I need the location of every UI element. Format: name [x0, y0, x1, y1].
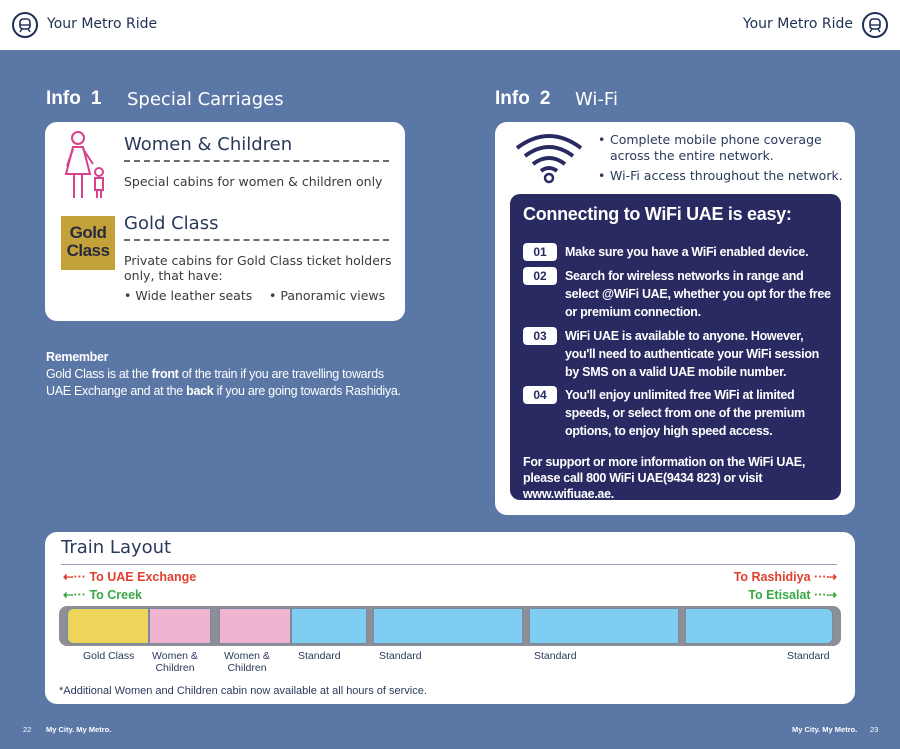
train-layout-card	[45, 532, 855, 704]
women-children-icon	[63, 130, 111, 200]
standard-car	[291, 608, 367, 644]
remember-text: Gold Class is at the	[46, 367, 152, 381]
gold-feature-text: Panoramic views	[280, 288, 386, 303]
tagline: My City. My Metro.	[46, 725, 112, 734]
remember-text: of the train if you are travelling towards	[178, 367, 384, 381]
train-layout-title: Train Layout	[61, 537, 172, 558]
step-number: 02	[523, 267, 557, 285]
info-number: 2	[539, 88, 551, 109]
brand-text: Your Metro Ride	[47, 16, 158, 32]
footnote: *Additional Women and Children cabin now available at all hours of service.	[59, 685, 427, 697]
page-number: 23	[870, 725, 879, 734]
section-title: Wi-Fi	[575, 89, 618, 110]
women-children-desc: Special cabins for women & children only	[124, 174, 383, 189]
gold-class-car	[67, 608, 149, 644]
list-item: • Wi-Fi access throughout the network.	[598, 168, 848, 184]
gold-feature: • Wide leather seats	[124, 288, 253, 303]
direction-text: To UAE Exchange	[89, 570, 197, 584]
remember-text: UAE Exchange and at the	[46, 384, 187, 398]
gold-class-title: Gold Class	[124, 213, 219, 234]
step-text: Make sure you have a WiFi enabled device.	[565, 245, 809, 259]
standard-car	[529, 608, 679, 644]
divider	[124, 239, 389, 241]
step-text: Search for wireless networks in range and select @WiFi UAE, whether you opt for the free or premium connection.	[565, 269, 831, 319]
wifi-icon	[513, 130, 585, 184]
info-label: Info	[495, 88, 530, 109]
car-label: Women & Children	[152, 650, 198, 674]
info2-heading	[495, 88, 618, 110]
tagline: My City. My Metro.	[792, 725, 858, 734]
direction-right-red: To Rashidiya ···⇢	[733, 570, 837, 584]
direction-left-green: ⇠··· To Creek	[63, 588, 143, 602]
page-header	[0, 0, 900, 50]
support-text: For support or more information on the WiFi UAE, please call 800 WiFi UAE(9434 823) or visit www.wifiuae.ae.	[523, 455, 806, 501]
car-label: Women & Children	[224, 650, 270, 674]
women-children-car	[149, 608, 211, 644]
direction-text: To Etisalat	[748, 588, 811, 602]
section-title: Special Carriages	[127, 89, 284, 110]
divider	[61, 564, 837, 565]
divider	[124, 160, 389, 162]
info-label: Info	[46, 88, 81, 109]
metro-logo-icon	[12, 12, 38, 38]
panel-title: Connecting to WiFi UAE is easy:	[523, 204, 792, 224]
step-number: 01	[523, 243, 557, 261]
info1-heading	[46, 88, 284, 110]
info-number: 1	[90, 88, 102, 109]
remember-emphasis: back	[186, 384, 214, 398]
direction-right-green: To Etisalat ···⇢	[748, 588, 837, 602]
metro-logo-icon	[862, 12, 888, 38]
remember-emphasis: front	[151, 367, 179, 381]
direction-text: To Rashidiya	[733, 570, 811, 584]
train-diagram	[59, 606, 841, 646]
special-carriages-card	[45, 122, 405, 321]
women-children-car	[219, 608, 291, 644]
car-label: Standard	[534, 650, 577, 662]
women-children-title: Women & Children	[124, 134, 293, 155]
step-number: 04	[523, 386, 557, 404]
car-label: Standard	[298, 650, 341, 662]
car-label: Gold Class	[83, 650, 135, 662]
page-number: 22	[23, 725, 32, 734]
direction-text: To Creek	[89, 588, 143, 602]
standard-car	[685, 608, 833, 644]
gold-class-desc: Private cabins for Gold Class ticket holders only, that have:	[124, 253, 392, 283]
car-label: Standard	[379, 650, 422, 662]
gold-class-logo: Gold Class	[61, 216, 115, 270]
remember-text: if you are going towards Rashidiya.	[213, 384, 401, 398]
gold-feature-text: Wide leather seats	[135, 288, 253, 303]
remember-heading: Remember	[46, 350, 109, 364]
standard-car	[373, 608, 523, 644]
step-text: You'll enjoy unlimited free WiFi at limited speeds, or select from one of the premium options, to enjoy high speed access.	[565, 388, 805, 438]
brand-text: Your Metro Ride	[742, 16, 853, 32]
step-text: WiFi UAE is available to anyone. However, you'll need to authenticate your WiFi session by SMS on a valid UAE mobile number.	[565, 329, 819, 379]
list-item: • Complete mobile phone coverage across the entire network.	[598, 132, 828, 164]
gold-feature: • Panoramic views	[269, 288, 386, 303]
wifi-steps-panel	[510, 194, 841, 500]
wifi-bullets	[598, 132, 848, 188]
remember-note	[46, 349, 401, 400]
direction-left-red: ⇠··· To UAE Exchange	[63, 570, 197, 584]
car-label: Standard	[787, 650, 830, 662]
step-number: 03	[523, 327, 557, 345]
